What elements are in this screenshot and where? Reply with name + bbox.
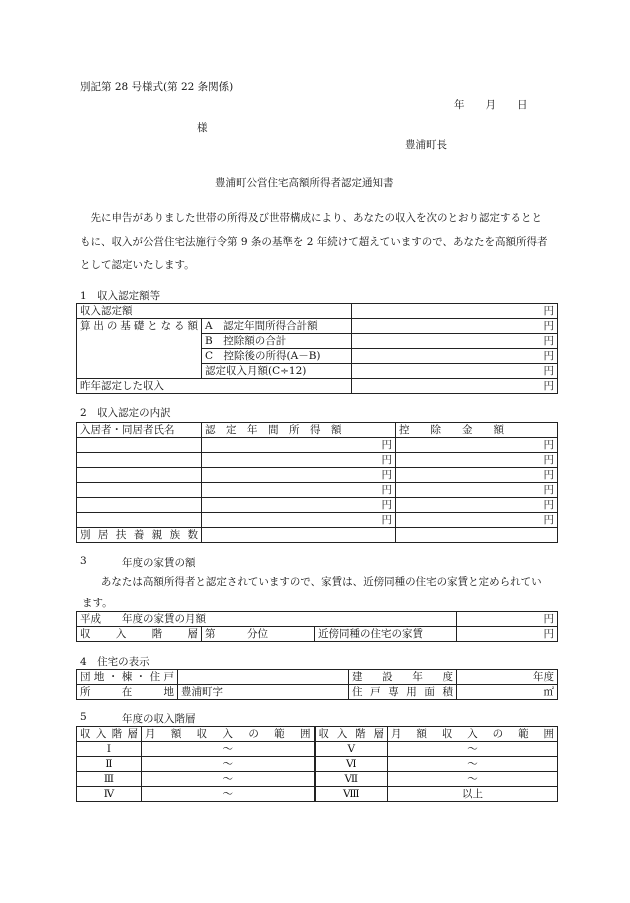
member-name [77, 498, 202, 513]
table-row [77, 453, 558, 468]
range-value: ～ [388, 772, 558, 787]
col-range-header: 月額収入の範囲 [142, 727, 315, 742]
income-label: 収入認定額 [77, 304, 352, 319]
level-table [76, 726, 558, 802]
range-value: ～ [142, 787, 315, 802]
col-level-header: 収入階層 [77, 727, 142, 742]
section5-heading: 年度の収入階層 [122, 713, 196, 725]
table-row [77, 438, 558, 453]
date-line: 年 月 日 [454, 99, 528, 111]
table-row [77, 468, 558, 483]
addressee-suffix: 様 [197, 122, 208, 134]
neighbor-rent-label: 近傍同種の住宅の家賃 [315, 627, 457, 642]
table-row [77, 787, 558, 802]
unit: 円 [202, 513, 396, 528]
table-row [77, 757, 558, 772]
floor-label: 収入階層 [77, 627, 202, 642]
intro-paragraph: 先に申告がありました世帯の所得及び世帯構成により、あなたの収入を次のとおり認定するとともに、収入が公営住宅法施行令第 9 条の基準を 2 年続けて超えていますので、あなたを高額所得者として認定いたします。 [80, 212, 548, 271]
breakdown-table [76, 422, 558, 543]
issuer-name: 豊浦町長 [405, 139, 447, 151]
section1-heading: 1 収入認定額等 [80, 290, 161, 302]
unit: 円 [352, 334, 558, 349]
table-row [77, 483, 558, 498]
basis-item: C 控除後の所得(A－B) [202, 349, 352, 364]
level-number: Ⅷ [315, 787, 388, 802]
range-value: ～ [142, 742, 315, 757]
col-name-header: 入居者・同居者氏名 [77, 423, 202, 438]
unit: 円 [457, 612, 558, 627]
basis-label: 算出の基礎となる額 [77, 319, 202, 379]
level-number: Ⅰ [77, 742, 142, 757]
unit: 円 [396, 468, 558, 483]
unit: 円 [352, 364, 558, 379]
complex-value [178, 670, 349, 685]
dependents-value [202, 528, 396, 543]
unit: 円 [352, 379, 558, 394]
area-unit: ㎡ [457, 685, 558, 700]
unit: 円 [352, 319, 558, 334]
unit: 円 [202, 468, 396, 483]
level-number: Ⅳ [77, 787, 142, 802]
col-income-header: 認 定 年 間 所 得 額 [202, 423, 396, 438]
level-number: Ⅲ [77, 772, 142, 787]
unit: 円 [202, 498, 396, 513]
section4-heading: 4 住宅の表示 [80, 656, 150, 668]
rent-monthly-label: 平成 年度の家賃の月額 [77, 612, 457, 627]
table-row [77, 498, 558, 513]
unit: 円 [352, 349, 558, 364]
basis-item: A 認定年間所得合計額 [202, 319, 352, 334]
member-name [77, 483, 202, 498]
col-level-header: 収入階層 [315, 727, 388, 742]
complex-label: 団地・棟・住戸 [77, 670, 178, 685]
level-number: Ⅶ [315, 772, 388, 787]
member-name [77, 513, 202, 528]
unit: 円 [396, 483, 558, 498]
table-row [77, 742, 558, 757]
unit: 円 [457, 627, 558, 642]
income-table [76, 303, 558, 394]
build-year-unit: 年度 [457, 670, 558, 685]
form-number: 別記第 28 号様式(第 22 条関係) [80, 81, 234, 93]
level-number: Ⅵ [315, 757, 388, 772]
section3-number: 3 [80, 555, 87, 567]
unit: 円 [396, 438, 558, 453]
table-row [77, 513, 558, 528]
section5-number: 5 [80, 711, 87, 723]
col-deduction-header: 控 除 金 額 [396, 423, 558, 438]
level-number: Ⅴ [315, 742, 388, 757]
unit: 円 [396, 513, 558, 528]
location-label: 所在地 [77, 685, 178, 700]
range-value: ～ [388, 742, 558, 757]
dependents-blank [396, 528, 558, 543]
unit: 円 [352, 304, 558, 319]
col-range-header: 月額収入の範囲 [388, 727, 558, 742]
unit: 円 [202, 438, 396, 453]
build-year-label: 建設年度 [349, 670, 457, 685]
table-row [77, 772, 558, 787]
unit: 円 [202, 453, 396, 468]
member-name [77, 453, 202, 468]
unit: 円 [396, 453, 558, 468]
range-value: 以上 [388, 787, 558, 802]
document-title: 豊浦町公営住宅高額所得者認定通知書 [215, 177, 394, 189]
member-name [77, 468, 202, 483]
section2-heading: 2 収入認定の内訳 [80, 407, 171, 419]
range-value: ～ [388, 757, 558, 772]
member-name [77, 438, 202, 453]
rent-note: あなたは高額所得者と認定されていますので、家賃は、近傍同種の住宅の家賃と定められています。 [82, 576, 542, 609]
level-number: Ⅱ [77, 757, 142, 772]
location-value: 豊浦町字 [178, 685, 349, 700]
range-value: ～ [142, 772, 315, 787]
dependents-label: 別居扶養親族数 [77, 528, 202, 543]
section3-heading: 年度の家賃の額 [122, 557, 196, 569]
range-value: ～ [142, 757, 315, 772]
unit: 円 [396, 498, 558, 513]
basis-item: B 控除額の合計 [202, 334, 352, 349]
last-year-label: 昨年認定した収入 [77, 379, 352, 394]
area-label: 住戸専用面積 [349, 685, 457, 700]
housing-table [76, 669, 558, 700]
basis-item: 認定収入月額(C÷12) [202, 364, 352, 379]
rent-table [76, 611, 558, 642]
floor-value: 第 分位 [202, 627, 315, 642]
unit: 円 [202, 483, 396, 498]
